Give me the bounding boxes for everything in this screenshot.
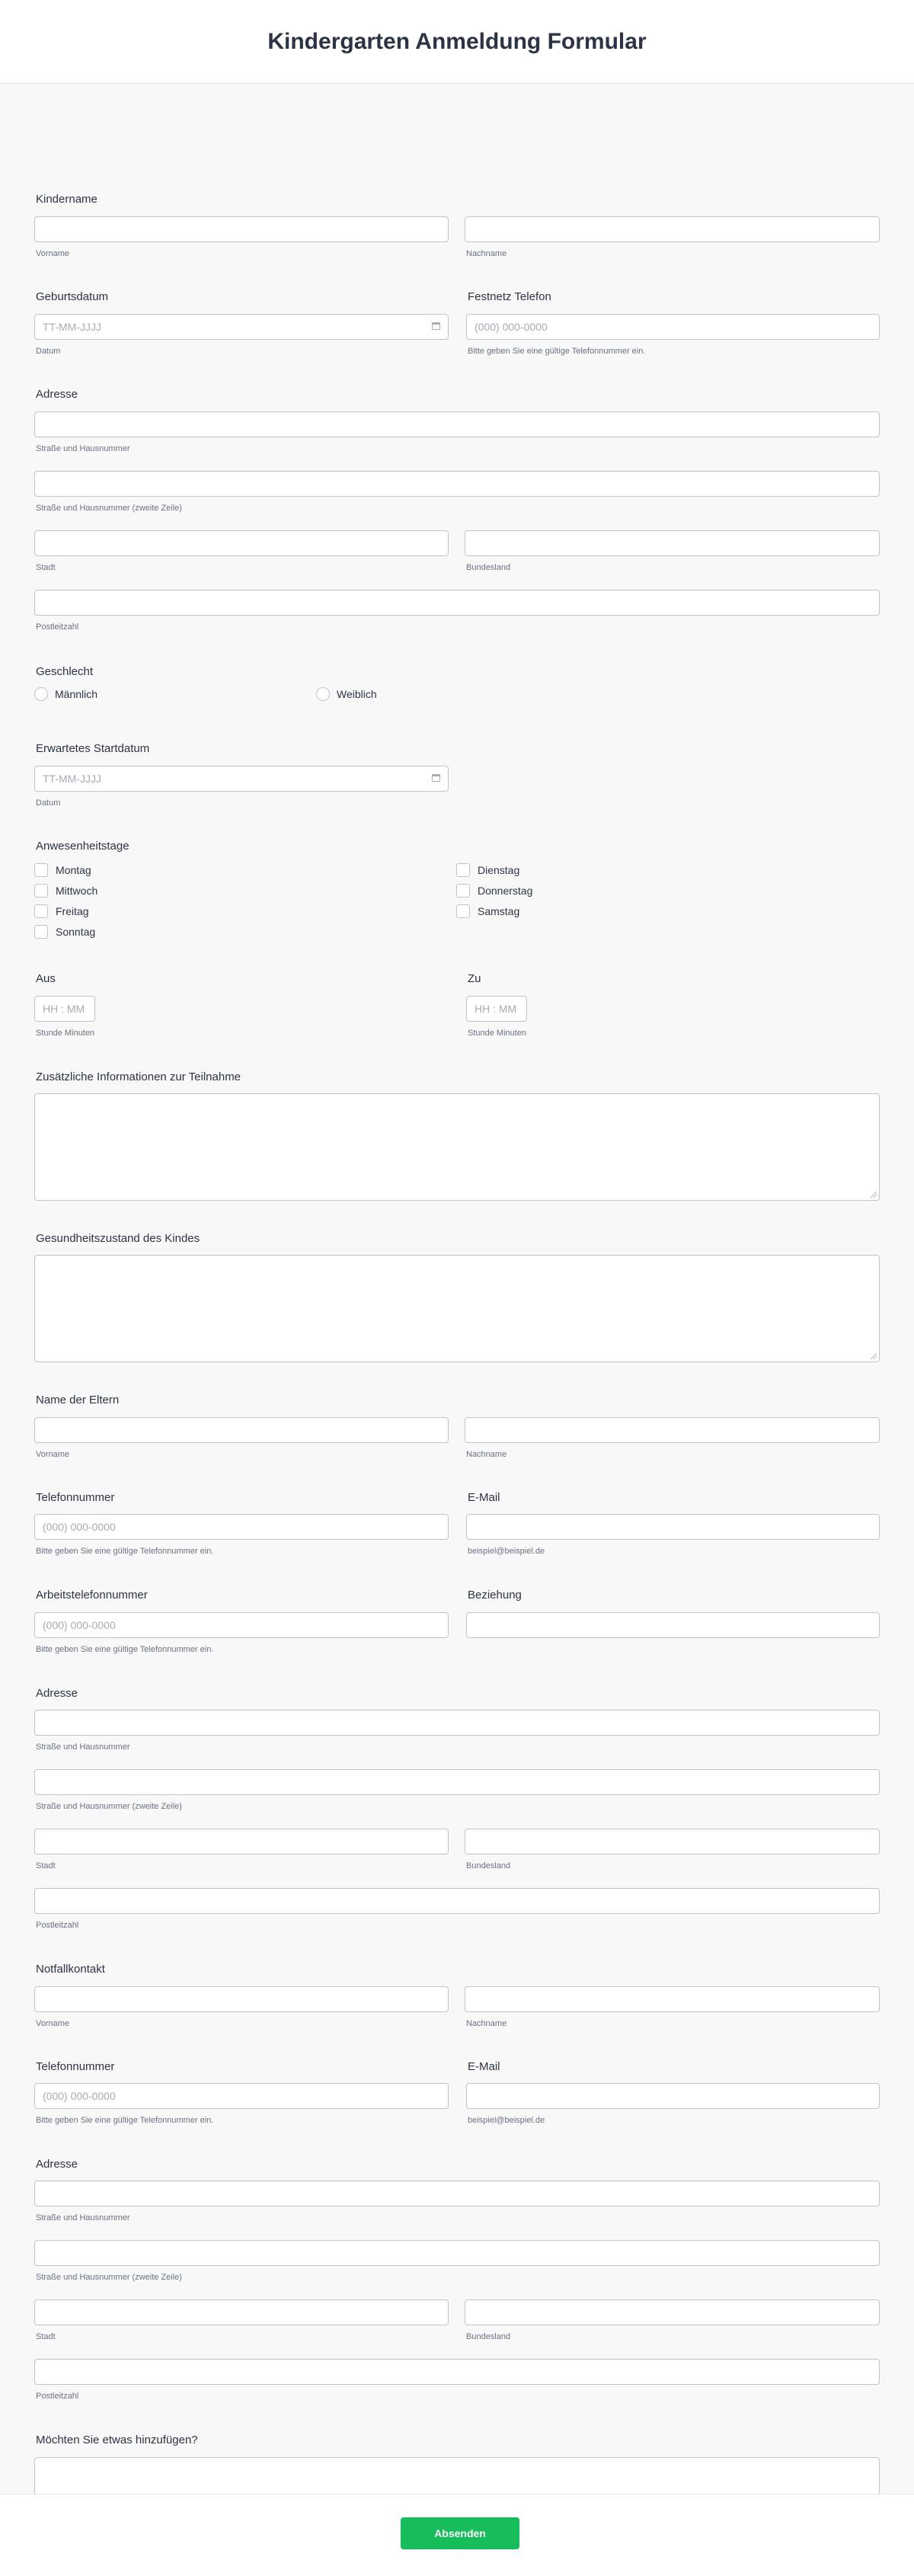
checkbox[interactable] (34, 884, 48, 898)
child-last-name-sublabel: Nachname (466, 249, 507, 258)
start-date-placeholder: TT-MM-JJJJ (43, 773, 101, 785)
anything-else-label: Möchten Sie etwas hinzufügen? (36, 2434, 198, 2446)
work-phone-input[interactable] (34, 1612, 449, 1638)
emergency-email-input[interactable] (466, 2083, 880, 2109)
parent-phone-placeholder: (000) 000-0000 (43, 1521, 116, 1533)
emergency-last-name-input[interactable] (465, 1986, 880, 2012)
time-from-placeholder: HH : MM (43, 1003, 85, 1015)
emergency-zip-input[interactable] (34, 2359, 880, 2385)
radio-button[interactable] (316, 687, 330, 701)
gender-option-label: Weiblich (337, 688, 377, 700)
parent-street2-sublabel: Straße und Hausnummer (zweite Zeile) (36, 1802, 182, 1811)
landline-sublabel: Bitte geben Sie eine gültige Telefonnummer ein. (468, 347, 646, 356)
time-from-sublabel: Stunde Minuten (36, 1029, 95, 1038)
parent-email-input[interactable] (466, 1514, 880, 1540)
birthdate-label: Geburtsdatum (36, 290, 109, 303)
parents-name-label: Name der Eltern (36, 1394, 120, 1406)
day-checkbox-monday[interactable] (34, 863, 91, 877)
city-input[interactable] (34, 530, 449, 556)
parent-zip-input[interactable] (34, 1888, 880, 1914)
resize-handle-icon[interactable] (871, 1353, 877, 1359)
form-footer (0, 2494, 914, 2576)
emergency-zip-sublabel: Postleitzahl (36, 2392, 79, 2401)
parent-zip-sublabel: Postleitzahl (36, 1921, 79, 1930)
relation-input[interactable] (466, 1612, 880, 1638)
day-checkbox-friday[interactable] (34, 904, 89, 918)
birthdate-placeholder: TT-MM-JJJJ (43, 321, 101, 333)
time-to-placeholder: HH : MM (475, 1003, 517, 1015)
calendar-icon[interactable] (432, 322, 440, 330)
time-from-input[interactable] (34, 996, 95, 1022)
time-to-label: Zu (468, 972, 481, 985)
time-to-sublabel: Stunde Minuten (468, 1029, 527, 1038)
street-sublabel: Straße und Hausnummer (36, 444, 130, 453)
day-label: Dienstag (478, 864, 520, 876)
emergency-street2-sublabel: Straße und Hausnummer (zweite Zeile) (36, 2273, 182, 2282)
emergency-street-sublabel: Straße und Hausnummer (36, 2213, 130, 2222)
parent-phone-label: Telefonnummer (36, 1491, 115, 1504)
work-phone-label: Arbeitstelefonnummer (36, 1589, 148, 1602)
day-label: Montag (56, 864, 91, 876)
emergency-address-label: Adresse (36, 2158, 78, 2171)
parent-state-input[interactable] (465, 1829, 880, 1854)
parent-street2-input[interactable] (34, 1769, 880, 1795)
emergency-first-name-sublabel: Vorname (36, 2019, 70, 2028)
time-from-label: Aus (36, 972, 56, 985)
checkbox[interactable] (34, 904, 48, 918)
start-date-input[interactable] (34, 766, 449, 792)
parent-email-label: E-Mail (468, 1491, 500, 1504)
day-checkbox-wednesday[interactable] (34, 884, 97, 898)
time-to-input[interactable] (466, 996, 527, 1022)
parent-phone-input[interactable] (34, 1514, 449, 1540)
day-checkbox-tuesday[interactable] (456, 863, 519, 877)
checkbox[interactable] (456, 863, 470, 877)
day-checkbox-thursday[interactable] (456, 884, 532, 898)
emergency-street2-input[interactable] (34, 2240, 880, 2266)
resize-handle-icon[interactable] (871, 1192, 877, 1198)
landline-input[interactable] (466, 314, 880, 340)
street-input[interactable] (34, 411, 880, 437)
gender-option-female[interactable] (316, 687, 377, 701)
emergency-street-input[interactable] (34, 2181, 880, 2206)
health-label: Gesundheitszustand des Kindes (36, 1232, 200, 1245)
day-label: Sonntag (56, 926, 96, 938)
emergency-state-sublabel: Bundesland (466, 2332, 511, 2341)
child-first-name-input[interactable] (34, 216, 449, 242)
city-sublabel: Stadt (36, 563, 56, 572)
start-date-sublabel: Datum (36, 798, 61, 808)
parent-first-name-sublabel: Vorname (36, 1450, 70, 1459)
form-header (0, 0, 914, 84)
birthdate-sublabel: Datum (36, 347, 61, 356)
emergency-contact-label: Notfallkontakt (36, 1963, 105, 1976)
day-label: Freitag (56, 905, 89, 917)
gender-option-male[interactable] (34, 687, 97, 701)
zip-sublabel: Postleitzahl (36, 622, 79, 632)
emergency-email-sublabel: beispiel@beispiel.de (468, 2116, 545, 2125)
day-label: Samstag (478, 905, 520, 917)
emergency-city-input[interactable] (34, 2299, 449, 2325)
checkbox[interactable] (34, 863, 48, 877)
parent-email-sublabel: beispiel@beispiel.de (468, 1547, 545, 1556)
emergency-email-label: E-Mail (468, 2060, 500, 2073)
emergency-phone-placeholder: (000) 000-0000 (43, 2090, 116, 2102)
emergency-last-name-sublabel: Nachname (466, 2019, 507, 2028)
parent-city-input[interactable] (34, 1829, 449, 1854)
landline-label: Festnetz Telefon (468, 290, 551, 303)
address-label: Adresse (36, 388, 78, 401)
day-label: Donnerstag (478, 885, 533, 897)
landline-placeholder: (000) 000-0000 (475, 321, 548, 333)
child-last-name-input[interactable] (465, 216, 880, 242)
checkbox[interactable] (456, 884, 470, 898)
parent-last-name-input[interactable] (465, 1417, 880, 1443)
street2-sublabel: Straße und Hausnummer (zweite Zeile) (36, 504, 182, 513)
extra-info-label: Zusätzliche Informationen zur Teilnahme (36, 1070, 241, 1083)
child-first-name-sublabel: Vorname (36, 249, 70, 258)
checkbox[interactable] (456, 904, 470, 918)
gender-label: Geschlecht (36, 665, 94, 678)
parent-street-input[interactable] (34, 1710, 880, 1736)
parent-state-sublabel: Bundesland (466, 1861, 511, 1870)
health-textarea[interactable] (34, 1255, 880, 1362)
work-phone-sublabel: Bitte geben Sie eine gültige Telefonnummer ein. (36, 1645, 214, 1654)
emergency-phone-input[interactable] (34, 2083, 449, 2109)
emergency-phone-sublabel: Bitte geben Sie eine gültige Telefonnummer ein. (36, 2116, 214, 2125)
parent-address-label: Adresse (36, 1687, 78, 1700)
calendar-icon[interactable] (432, 774, 440, 782)
form-title: Kindergarten Anmeldung Formular (267, 28, 647, 54)
parent-city-sublabel: Stadt (36, 1861, 56, 1870)
child-name-label: Kindername (36, 193, 97, 206)
submit-button[interactable]: Absenden (401, 2517, 519, 2549)
state-input[interactable] (465, 530, 880, 556)
attendance-label: Anwesenheitstage (36, 840, 129, 853)
emergency-state-input[interactable] (465, 2299, 880, 2325)
day-label: Mittwoch (56, 885, 98, 897)
emergency-city-sublabel: Stadt (36, 2332, 56, 2341)
emergency-phone-label: Telefonnummer (36, 2060, 115, 2073)
relation-label: Beziehung (468, 1589, 522, 1602)
parent-first-name-input[interactable] (34, 1417, 449, 1443)
zip-input[interactable] (34, 590, 880, 616)
day-checkbox-saturday[interactable] (456, 904, 519, 918)
extra-info-textarea[interactable] (34, 1093, 880, 1201)
emergency-first-name-input[interactable] (34, 1986, 449, 2012)
work-phone-placeholder: (000) 000-0000 (43, 1619, 116, 1631)
day-checkbox-sunday[interactable] (34, 925, 95, 939)
street2-input[interactable] (34, 471, 880, 497)
gender-option-label: Männlich (55, 688, 98, 700)
parent-last-name-sublabel: Nachname (466, 1450, 507, 1459)
birthdate-input[interactable] (34, 314, 449, 340)
checkbox[interactable] (34, 925, 48, 939)
parent-street-sublabel: Straße und Hausnummer (36, 1742, 130, 1752)
radio-button[interactable] (34, 687, 48, 701)
state-sublabel: Bundesland (466, 563, 511, 572)
parent-phone-sublabel: Bitte geben Sie eine gültige Telefonnummer ein. (36, 1547, 214, 1556)
start-date-label: Erwartetes Startdatum (36, 742, 150, 755)
